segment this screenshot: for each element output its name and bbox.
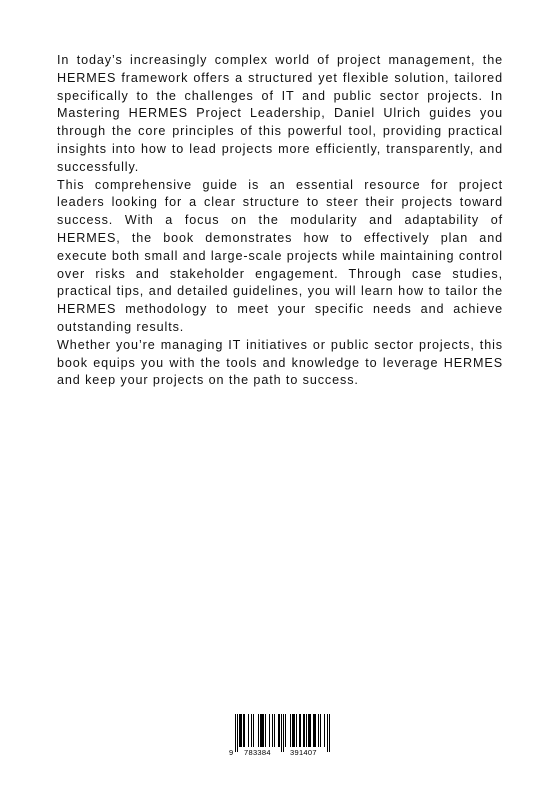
barcode-bar <box>278 714 279 747</box>
barcode-bar <box>315 714 316 747</box>
barcode-bar <box>258 714 259 747</box>
barcode-bar <box>292 714 293 747</box>
barcode-bar <box>314 714 315 747</box>
barcode-bar <box>281 714 282 752</box>
barcode-bar <box>283 714 284 752</box>
barcode-bar <box>324 714 325 747</box>
barcode-bar <box>279 714 280 747</box>
back-cover-description <box>57 52 503 390</box>
barcode-bar <box>309 714 310 747</box>
barcode-bar <box>329 714 330 752</box>
barcode-bar <box>303 714 304 747</box>
barcode-bar <box>306 714 307 747</box>
barcode-bar <box>263 714 264 747</box>
barcode-bar <box>244 714 245 747</box>
barcode-left-group: 783384 <box>244 748 271 757</box>
barcode-bar <box>294 714 295 747</box>
description-paragraph-3: Whether you’re managing IT initiatives or public sector projects, this book equips you with the tools and knowledge to leverage HERMES and keep your projects on the path to success. <box>57 337 503 388</box>
barcode-bars-icon <box>229 712 331 752</box>
barcode-bar <box>274 714 275 747</box>
barcode-bar <box>243 714 244 747</box>
barcode-bar <box>262 714 263 747</box>
barcode-digits <box>229 748 331 758</box>
barcode-bar <box>300 714 301 747</box>
barcode-bar <box>241 714 242 747</box>
description-paragraph-1: In today’s increasingly complex world of project management, the HERMES framework offers a structured yet flexible solution, tailored specifically to the challenges of IT and public sector projects. In Mastering HERMES Project Leadership, Daniel Ulrich guides you through the core principles of this powerful tool, providing practical insights into how to lead projects more efficiently, transparently, and successfully. <box>57 53 503 174</box>
barcode-bar <box>313 714 314 747</box>
barcode-bar <box>237 714 238 752</box>
barcode-bar <box>308 714 309 747</box>
barcode-bar <box>272 714 273 747</box>
barcode-bar <box>290 714 291 747</box>
barcode-bar <box>240 714 241 747</box>
barcode-bar <box>318 714 319 747</box>
barcode-bar <box>251 714 252 747</box>
barcode-bar <box>261 714 262 747</box>
barcode-bar <box>327 714 328 752</box>
barcode-bar <box>235 714 236 752</box>
barcode-bar <box>248 714 249 747</box>
barcode-bar <box>269 714 270 747</box>
isbn-barcode <box>229 712 331 760</box>
barcode-bar <box>239 714 240 747</box>
description-paragraph-2: This comprehensive guide is an essential resource for project leaders looking for a clear structure to steer their projects toward success. With a focus on the modularity and adaptability of HERMES, the book demonstrates how to effectively plan and execute both small and large-scale projects while maintaining control over risks and stakeholder engagement. Through case studies, practical tips, and detailed guidelines, you will learn how to tailor the HERMES methodology to meet your specific needs and achieve outstanding results. <box>57 177 503 334</box>
barcode-bar <box>304 714 305 747</box>
barcode-bar <box>296 714 297 747</box>
barcode-bar <box>285 714 286 747</box>
barcode-bar <box>293 714 294 747</box>
barcode-bar <box>320 714 321 747</box>
barcode-first-digit: 9 <box>229 748 234 757</box>
barcode-bar <box>265 714 266 747</box>
barcode-bar <box>253 714 254 747</box>
barcode-bar <box>299 714 300 747</box>
barcode-right-group: 391407 <box>290 748 317 757</box>
barcode-bar <box>310 714 311 747</box>
barcode-bar <box>260 714 261 747</box>
